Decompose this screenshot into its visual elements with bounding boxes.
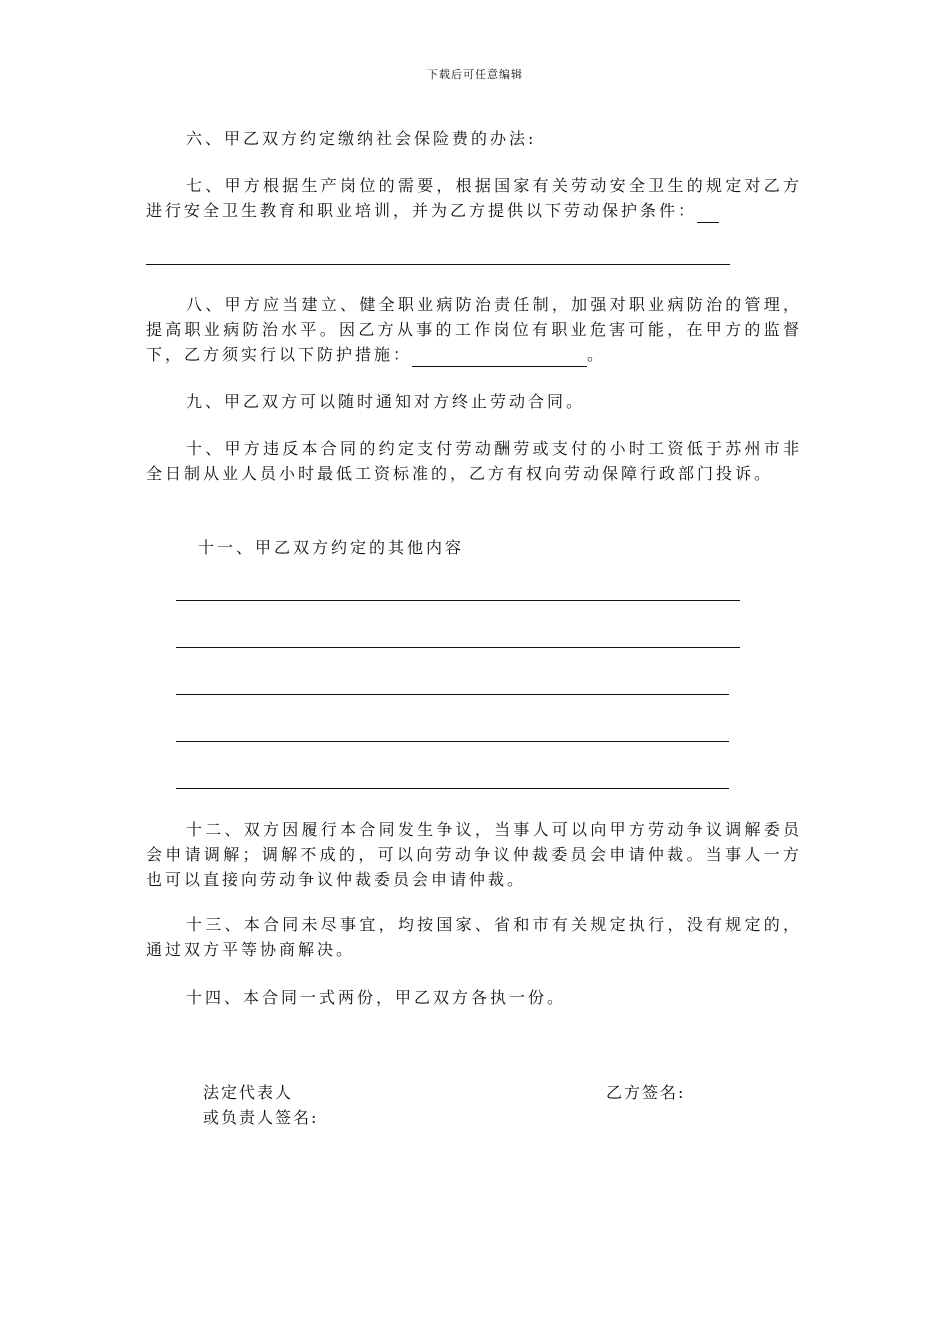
clause-7-fill-blank [697, 204, 719, 223]
other-content-line [176, 694, 729, 695]
clause-14: 十四、本合同一式两份，甲乙双方各执一份。 [186, 988, 567, 1007]
other-content-line [176, 788, 729, 789]
clause-7-text: 七、甲方根据生产岗位的需要，根据国家有关劳动安全卫生的规定对乙方进行安全卫生教育和职业培训，并为乙方提供以下劳动保护条件： [146, 176, 802, 220]
other-content-line [176, 600, 740, 601]
clause-11: 十一、甲乙双方约定的其他内容 [198, 538, 465, 557]
clause-6: 六、甲乙双方约定缴纳社会保险费的办法: [186, 129, 537, 148]
clause-7 [146, 173, 802, 223]
other-content-line [176, 741, 729, 742]
party-a-signature-label-1: 法定代表人 [203, 1083, 294, 1102]
clause-8-text: 八、甲方应当建立、健全职业病防治责任制，加强对职业病防治的管理，提高职业病防治水平。因乙方从事的工作岗位有职业危害可能，在甲方的监督下，乙方须实行以下防护措施： [146, 295, 802, 364]
clause-10: 十、甲方违反本合同的约定支付劳动酬劳或支付的小时工资低于苏州市非全日制从业人员小时最低工资标准的，乙方有权向劳动保障行政部门投诉。 [146, 439, 802, 483]
clause-9: 九、甲乙双方可以随时通知对方终止劳动合同。 [186, 392, 586, 411]
clause-8-end: 。 [587, 345, 607, 364]
party-a-signature-label-2: 或负责人签名: [203, 1108, 319, 1127]
clause-12: 十二、双方因履行本合同发生争议，当事人可以向甲方劳动争议调解委员会申请调解；调解不成的，可以向劳动争议仲裁委员会申请仲裁。当事人一方也可以直接向劳动争议仲裁委员会申请仲裁。 [146, 820, 802, 889]
clause-7-fill-line [146, 264, 730, 265]
clause-13: 十三、本合同未尽事宜，均按国家、省和市有关规定执行，没有规定的，通过双方平等协商解决。 [146, 915, 802, 959]
party-b-signature-label: 乙方签名: [606, 1083, 686, 1102]
clause-8-fill-blank [412, 348, 587, 367]
header-note: 下载后可任意编辑 [427, 68, 523, 81]
clause-8 [146, 292, 802, 367]
other-content-line [176, 647, 740, 648]
